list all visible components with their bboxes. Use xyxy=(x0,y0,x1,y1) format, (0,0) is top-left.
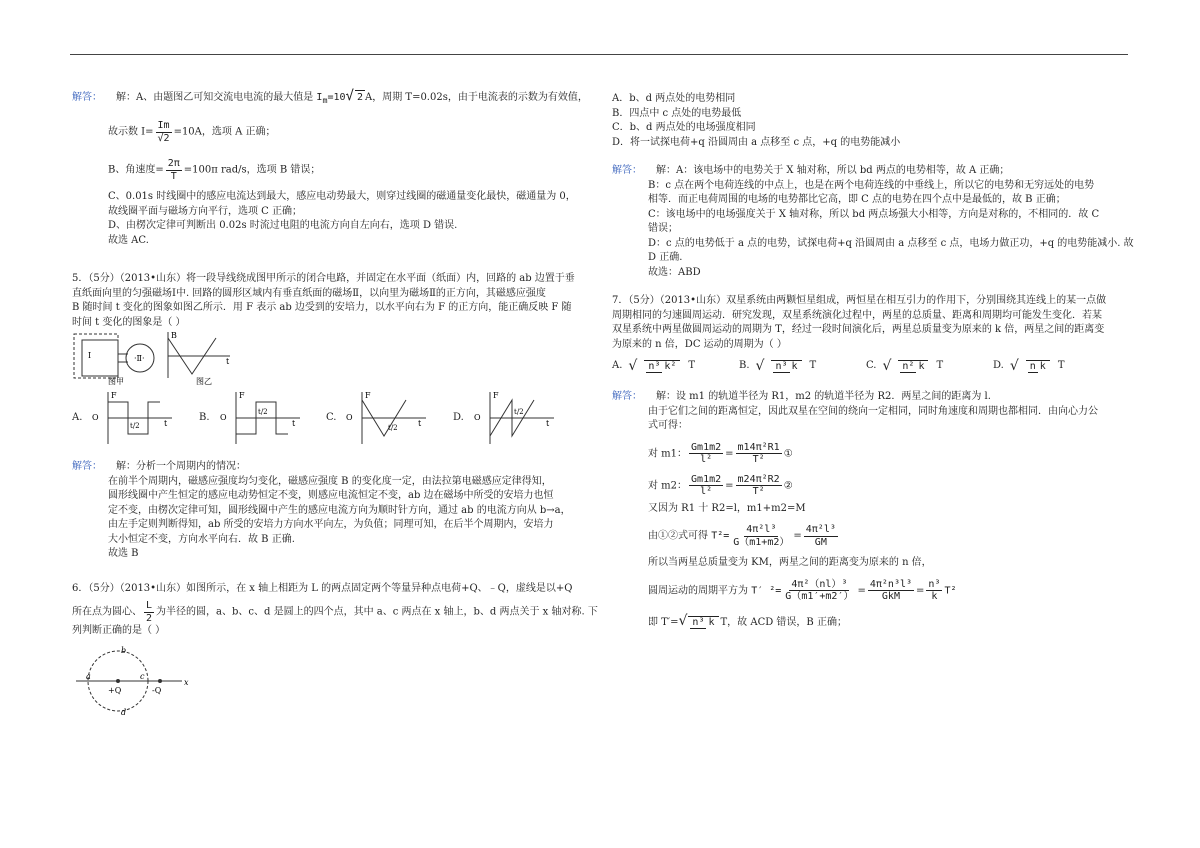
header-rule xyxy=(70,54,1128,55)
positive-charge xyxy=(116,679,120,683)
svg-text:O: O xyxy=(219,413,227,423)
q4-line-2: 故示数 I= $\frac{Im}{√2}$ =10A，选项 A 正确； xyxy=(108,120,276,144)
svg-text:+Q: +Q xyxy=(108,685,122,695)
q7-answer-line-1: 解答： 解：设 m1 的轨道半径为 R1，m2 的轨道半径为 R2．两星之间的距离为 l. xyxy=(612,391,991,403)
axis-t-label: t xyxy=(226,357,230,367)
q4-line-7: 故选 AC. xyxy=(108,234,149,246)
field-label-2: ·Ⅱ· xyxy=(134,354,145,364)
q7-formula-m2: 对 m2： $\frac{Gm1m2}{\text{l²}}$ = $\frac{\text{m24π²R2}}{\text{T²}}$ ② xyxy=(648,473,793,498)
q5-answer-line-6: 大小恒定不变，方向水平向右．故 B 正确. xyxy=(108,533,295,545)
q4-line-1: 解答： 解：A、由题图乙可知交流电电流的最大值是 $I_m=10√$ 2 A，周期 T=0.02s，由于电流表的示数为有效值， xyxy=(72,88,588,105)
svg-text:O: O xyxy=(92,413,99,423)
q6-option-b[interactable]: B．四点中 c 点处的电势最低 xyxy=(612,107,742,119)
svg-text:t/2: t/2 xyxy=(388,424,399,433)
q6-answer-line-8: 故选：ABD xyxy=(648,266,701,278)
q6-option-d[interactable]: D．将一试探电荷+q 沿圆周由 a 点移至 c 点，+q 的电势能减小 xyxy=(612,136,901,148)
svg-text:x: x xyxy=(184,677,189,687)
q5-line-2: 直纸面向里的匀强磁场Ⅰ中. 回路的圆形区域内有垂直纸面的磁场Ⅱ，以向里为磁场Ⅱ的正方向，其磁感应强度 xyxy=(72,287,546,299)
q6-answer-line-3: 相等．而正电荷周围的电场的电势都比它高，即 C 点的电势在四个点中是最低的，故 B 正确； xyxy=(648,194,1066,205)
q7-formula-t-prime: 即 T′=√ n³ k T，故 ACD 错误，B 正确； xyxy=(648,612,847,629)
q6-figure-charges xyxy=(72,645,212,715)
q7-option-b[interactable]: B. √ n³ k T xyxy=(739,358,817,374)
q5-answer-line-7: 故选 B xyxy=(108,548,139,560)
q5-answer-line-3: 圆形线圈中产生恒定的感应电动势恒定不变，则感应电流恒定不变，ab 边在磁场中所受的安培力也恒 xyxy=(108,490,554,502)
q6-answer-line-2: B：c 点在两个电荷连线的中点上，也是在两个电荷连线的中垂线上，所以它的电势和无穷远处的电势 xyxy=(648,179,1095,191)
q7-options xyxy=(612,356,1132,376)
graph-c xyxy=(342,390,428,446)
answer-label: 解答： xyxy=(72,461,102,473)
q7-formula-t2: 由①②式可得 T²= $\frac{\text{4π²l³}}{G(m1+m2)}$ = $\frac{\text{4π²l³}}{GM}$ xyxy=(648,524,836,548)
q6-option-c[interactable]: C．b、d 两点处的电场强度相同 xyxy=(612,122,756,133)
q5-option-c[interactable]: C. F O t t/2 xyxy=(326,390,453,446)
q5-options xyxy=(72,390,592,446)
q5-line-4: 时间 t 变化的图象是（ ） xyxy=(72,316,186,328)
q7-option-c[interactable]: C. √ n² k T xyxy=(866,358,944,374)
graph-d xyxy=(470,390,556,446)
right-column xyxy=(612,92,1132,631)
q6-line-1: 6．（5分）（2013•山东）如图所示，在 x 轴上相距为 L 的两点固定两个等量异种点电荷+Q、﹣Q，虚线是以+Q xyxy=(72,582,573,594)
q6-option-a[interactable]: A．b、d 两点处的电势相同 xyxy=(612,93,736,104)
fraction: $\frac{Im}{√2}$ xyxy=(157,120,170,144)
q5-answer-line-1: 解答： 解：分析一个周期内的情况： xyxy=(72,461,246,473)
q7-line-1: 7．（5分）（2013•山东）双星系统由两颗恒星组成，两恒星在相互引力的作用下，分别围绕其连线上的某一点做 xyxy=(612,295,1107,306)
field-region-1 xyxy=(74,334,118,378)
q5-option-b[interactable]: B. F O t t/2 xyxy=(199,390,326,446)
q5-answer-line-2: 在前半个周期内，磁感应强度均匀变化，磁感应强度 B 的变化度一定，由法拉第电磁感应定律得知， xyxy=(108,475,552,487)
q5-answer-line-5: 由左手定则判断得知，ab 所受的安培力方向水平向左，为负值；同理可知，在后半个周期内，安培力 xyxy=(108,519,554,531)
field-label-1: Ⅰ xyxy=(88,351,92,361)
svg-text:t: t xyxy=(545,419,550,429)
svg-text:F: F xyxy=(111,391,117,401)
negative-charge xyxy=(158,679,162,683)
fraction: $\frac{L}{2}$ xyxy=(146,600,153,624)
answer-label: 解答： xyxy=(612,391,642,403)
svg-text:F: F xyxy=(238,391,245,401)
q6-line-3: 列判断正确的是（ ） xyxy=(72,625,166,637)
q4-line-4: C、0.01s 时线圈中的感应电流达到最大，感应电动势最大，则穿过线圈的磁通量变化最快，磁通量为 0， xyxy=(108,191,576,203)
q7-option-a[interactable]: A. √ n³ k² T xyxy=(612,358,696,374)
q5-option-d[interactable]: D. F O t t/2 xyxy=(453,390,580,446)
q7-formula-t2-prime: 圆周运动的周期平方为 T′ ²= $\frac{\text{4π²（nl）³}}{G(m1'+m2')}$ = $\frac{\text{4π²n³l³}}{\text{GkM}}$ = $\frac{\text{n³}}{k}$ T² xyxy=(648,578,957,603)
q7-line-4: 为原来的 n 倍，DC 运动的周期为（ ） xyxy=(612,338,787,350)
q7-line-3: 双星系统中两星做圆周运动的周期为 T，经过一段时间演化后，两星总质量变为原来的 k 倍，两星之间的距离变 xyxy=(612,324,1105,335)
svg-text:t: t xyxy=(418,419,422,429)
left-column xyxy=(72,86,598,715)
figure-jia-label: 图甲 xyxy=(108,377,124,387)
svg-text:c: c xyxy=(140,671,145,681)
q5-line-1: 5．（5分）（2013•山东）将一段导线绕成图甲所示的闭合电路，并固定在水平面（纸面）内，回路的 ab 边置于垂 xyxy=(72,273,575,285)
svg-text:b: b xyxy=(121,645,127,655)
svg-text:t: t xyxy=(291,419,295,429)
q7-answer-line-3: 式可得： xyxy=(648,420,688,432)
q4-line-3: B、角速度= $\frac{2\pi}{T}$ =100π rad/s，选项 B 错误； xyxy=(108,158,321,182)
q6-answer-line-5: 错误； xyxy=(648,223,678,234)
q4-line-5: 故线圈平面与磁场方向平行，选项 C 正确； xyxy=(108,205,303,217)
svg-text:t/2: t/2 xyxy=(513,408,524,417)
q7-line-2: 周期相同的匀速圆周运动．研究发现，双星系统演化过程中，两星的总质量、距离和周期均可能发生变化．若某 xyxy=(612,309,1102,321)
figure-yi-label: 图乙 xyxy=(196,377,212,387)
q7-option-d[interactable]: D. √ n k T xyxy=(993,358,1065,374)
formula-im: $I_m=10√$ 2 xyxy=(316,88,363,105)
q5-answer-line-4: 定不变，由楞次定律可知，圆形线圈中产生的感应电流方向为顺时针方向，通过 ab 的电流方向从 b→a， xyxy=(108,504,571,516)
svg-text:t/2: t/2 xyxy=(130,422,141,431)
svg-text:t: t xyxy=(164,419,168,429)
q7-answer-line-2: 由于它们之间的距离恒定，因此双星在空间的绕向一定相同，同时角速度和周期也都相同．由向心力公 xyxy=(648,405,1098,417)
q7-answer-line-4: 又因为 R1 十 R2=l，m1+m2=M xyxy=(648,502,806,514)
svg-text:t/2: t/2 xyxy=(257,408,268,417)
svg-text:d: d xyxy=(121,707,127,715)
q5-line-3: B 随时间 t 变化的图象如图乙所示．用 F 表示 ab 边受到的安培力，以水平向右为 F 的正方向，能正确反映 F 随 xyxy=(72,302,572,314)
q6-answer-line-7: D 正确. xyxy=(648,252,683,263)
q5-figure-circuit xyxy=(72,330,272,386)
q6-answer-line-6: D：c 点的电势低于 a 点的电势，试探电荷+q 沿圆周由 a 点移至 c 点，电场力做正功，+q 的电势能减小. 故 xyxy=(648,237,1134,249)
q5-option-a[interactable]: A. F O t t/2 xyxy=(72,390,199,446)
svg-text:F: F xyxy=(492,391,499,401)
fraction: $\frac{2\pi}{T}$ xyxy=(167,158,180,182)
svg-text:O: O xyxy=(473,413,481,423)
answer-label: 解答： xyxy=(612,165,642,176)
q7-formula-m1: 对 m1： $\frac{Gm1m2}{\text{l²}}$ = $\frac{\text{m14π²R1}}{\text{T²}}$ ① xyxy=(648,441,793,466)
svg-text:O: O xyxy=(346,413,354,423)
svg-text:-Q: -Q xyxy=(152,685,162,695)
q6-answer-line-1: 解答： 解：A：该电场中的电势关于 X 轴对称，所以 bd 两点的电势相等，故 A 正确； xyxy=(612,165,1010,176)
answer-label: 解答： xyxy=(72,92,102,103)
q7-answer-line-6: 所以当两星总质量变为 KM，两星之间的距离变为原来的 n 倍， xyxy=(648,557,932,569)
svg-text:a: a xyxy=(86,671,91,681)
graph-b xyxy=(216,390,302,446)
graph-a xyxy=(88,390,174,446)
q6-line-2: 所在点为圆心、 $\frac{L}{2}$ 为半径的圆，a、b、c、d 是圆上的四个点，其中 a、c 两点在 x 轴上，b、d 两点关于 x 轴对称. 下 xyxy=(72,600,598,624)
q6-answer-line-4: C：该电场中的电场强度关于 X 轴对称，所以 bd 两点场强大小相等，方向是对称的，不相同的．故 C xyxy=(648,208,1100,220)
q4-line-6: D、由楞次定律可判断出 0.02s 时流过电阻的电流方向自左向右，选项 D 错误. xyxy=(108,220,458,232)
axis-b-label: B xyxy=(171,331,177,341)
svg-text:F: F xyxy=(365,391,372,401)
